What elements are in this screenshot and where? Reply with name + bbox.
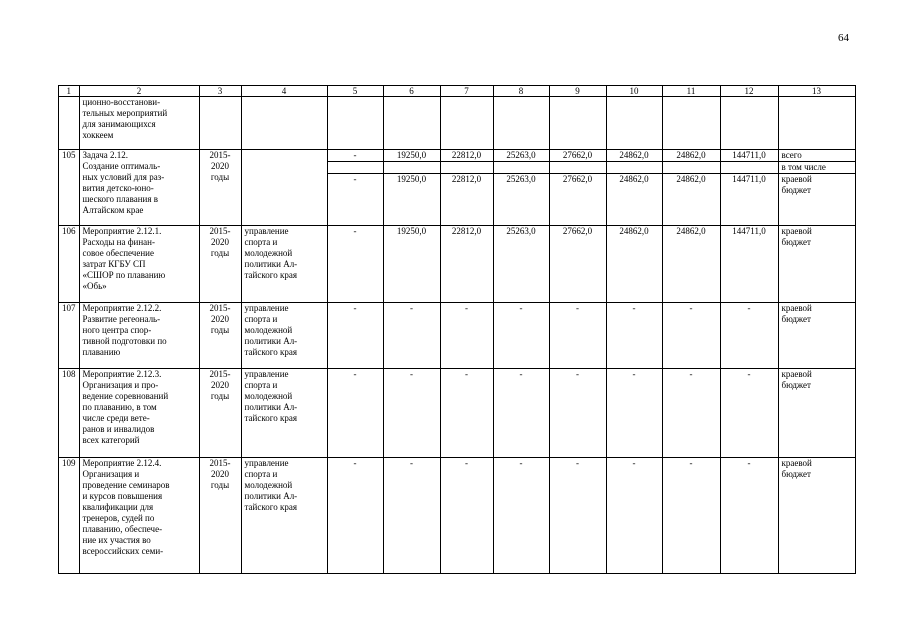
col-header: 9 [549, 86, 606, 97]
item-name: ционно-восстанови- тельных мероприятий для занимающихся хоккеем [79, 97, 199, 150]
item-name: Мероприятие 2.12.3. Организация и про- ведение соревнований по плаванию, в том числе среди вете- ранов и инвалидов всех категорий [79, 369, 199, 458]
cell-value: 24862,0 [662, 226, 720, 303]
cell-value: - [720, 369, 778, 458]
col-header: 2 [79, 86, 199, 97]
cell-value: 22812,0 [440, 150, 493, 162]
cell-value: - [440, 458, 493, 574]
funding-source: краевой бюджет [778, 226, 855, 303]
item-name: Задача 2.12. Создание оптималь- ных условий для раз- вития детско-юно- шеского плавания в Алтайском крае [79, 150, 199, 226]
cell-value: - [662, 458, 720, 574]
cell-value: 24862,0 [606, 150, 662, 162]
cell-value: - [549, 369, 606, 458]
cell-value: 25263,0 [493, 226, 549, 303]
cell-value: 22812,0 [440, 226, 493, 303]
cell-value: - [606, 303, 662, 369]
cell-value: - [327, 369, 383, 458]
cell-value: - [662, 303, 720, 369]
item-name: Мероприятие 2.12.1. Расходы на финан- совое обеспечение затрат КГБУ СП «СШОР по плаванию «Обь» [79, 226, 199, 303]
cell-value: 144711,0 [720, 226, 778, 303]
continuation-row [59, 97, 856, 150]
col-header: 8 [493, 86, 549, 97]
executor [241, 150, 327, 226]
cell-value: 24862,0 [662, 174, 720, 226]
years: 2015- 2020 годы [199, 458, 241, 574]
funding-source: в том числе [778, 162, 855, 174]
cell-value: 19250,0 [383, 226, 440, 303]
cell-value: - [720, 458, 778, 574]
table-row [59, 150, 856, 162]
table-row [59, 458, 856, 574]
cell-value: 24862,0 [606, 226, 662, 303]
cell-value: - [549, 303, 606, 369]
cell-value: - [383, 458, 440, 574]
cell-value: - [493, 369, 549, 458]
col-header: 11 [662, 86, 720, 97]
row-number: 105 [59, 150, 80, 226]
cell-value: 24862,0 [606, 174, 662, 226]
cell-value: - [493, 303, 549, 369]
cell-value: - [662, 369, 720, 458]
col-header: 4 [241, 86, 327, 97]
cell-value: - [327, 174, 383, 226]
cell-value: 25263,0 [493, 150, 549, 162]
table-row [59, 226, 856, 303]
col-header: 13 [778, 86, 855, 97]
cell-value: 19250,0 [383, 150, 440, 162]
cell-value: - [606, 369, 662, 458]
col-header: 6 [383, 86, 440, 97]
program-table [58, 85, 856, 574]
funding-source: краевой бюджет [778, 174, 855, 226]
cell-value: - [327, 150, 383, 162]
row-number: 108 [59, 369, 80, 458]
years: 2015- 2020 годы [199, 303, 241, 369]
years: 2015- 2020 годы [199, 150, 241, 226]
table-row [59, 303, 856, 369]
cell-value: - [327, 226, 383, 303]
cell-value: - [606, 458, 662, 574]
cell-value: - [383, 369, 440, 458]
cell-value: 144711,0 [720, 150, 778, 162]
col-header: 7 [440, 86, 493, 97]
column-numbers-row [59, 86, 856, 97]
cell-value: - [440, 369, 493, 458]
cell-value: - [440, 303, 493, 369]
cell-value: 144711,0 [720, 174, 778, 226]
funding-source: краевой бюджет [778, 369, 855, 458]
cell-value: - [549, 458, 606, 574]
cell-value: 27662,0 [549, 226, 606, 303]
item-name: Мероприятие 2.12.2. Развитие регеональ- ного центра спор- тивной подготовки по плаванию [79, 303, 199, 369]
cell-value: - [493, 458, 549, 574]
col-header: 5 [327, 86, 383, 97]
cell-value: 22812,0 [440, 174, 493, 226]
item-name: Мероприятие 2.12.4. Организация и проведение семинаров и курсов повышения квалификации для тренеров, судей по плаванию, обеспече- ние их участия во всероссийских семи- [79, 458, 199, 574]
cell-value: 27662,0 [549, 150, 606, 162]
years: 2015- 2020 годы [199, 369, 241, 458]
funding-source: всего [778, 150, 855, 162]
cell-value: - [720, 303, 778, 369]
row-number: 109 [59, 458, 80, 574]
funding-source: краевой бюджет [778, 303, 855, 369]
table-row [59, 369, 856, 458]
col-header: 12 [720, 86, 778, 97]
col-header: 10 [606, 86, 662, 97]
cell-value: 27662,0 [549, 174, 606, 226]
executor: управление спорта и молодежной политики Ал- тайского края [241, 226, 327, 303]
cell-value: - [327, 458, 383, 574]
cell-value: 25263,0 [493, 174, 549, 226]
years: 2015- 2020 годы [199, 226, 241, 303]
row-number: 107 [59, 303, 80, 369]
cell-value: 19250,0 [383, 174, 440, 226]
cell-value: 24862,0 [662, 150, 720, 162]
page-number: 64 [838, 32, 849, 44]
row-number: 106 [59, 226, 80, 303]
col-header: 3 [199, 86, 241, 97]
funding-source: краевой бюджет [778, 458, 855, 574]
executor: управление спорта и молодежной политики Ал- тайского края [241, 458, 327, 574]
cell-value: - [327, 303, 383, 369]
executor: управление спорта и молодежной политики Ал- тайского края [241, 303, 327, 369]
executor: управление спорта и молодежной политики Ал- тайского края [241, 369, 327, 458]
col-header: 1 [59, 86, 80, 97]
cell-value: - [383, 303, 440, 369]
